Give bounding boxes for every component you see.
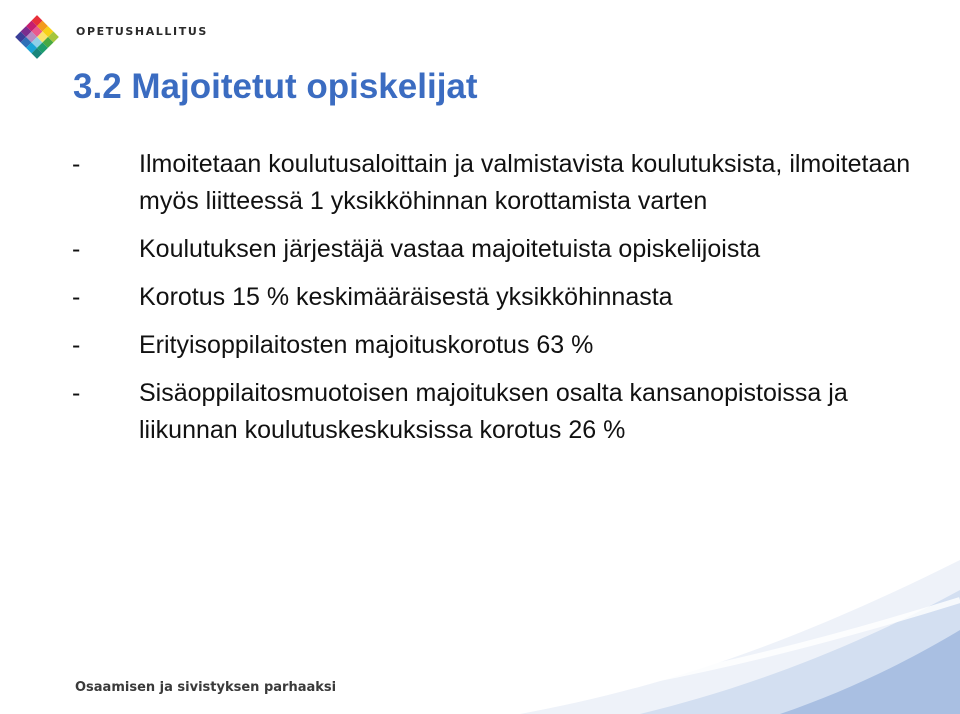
bullet-marker: -: [72, 283, 81, 311]
bullet-item: [72, 327, 932, 364]
bullet-item: [72, 231, 932, 268]
footer-slogan: Osaamisen ja sivistyksen parhaaksi: [75, 680, 337, 695]
bullet-text: Korotus 15 % keskimääräisestä yksikköhinnasta: [139, 283, 673, 311]
bullet-item: [72, 146, 932, 220]
bullet-marker: -: [72, 331, 81, 359]
bullet-marker: -: [72, 379, 81, 407]
opetushallitus-logo: [8, 8, 66, 66]
slide-title: 3.2 Majoitetut opiskelijat: [73, 67, 478, 106]
bullet-item: [72, 279, 932, 316]
bullet-text: Koulutuksen järjestäjä vastaa majoitetuista opiskelijoista: [139, 235, 761, 263]
bullet-marker: -: [72, 150, 81, 178]
bullet-list: [72, 146, 932, 460]
bullet-item: [72, 375, 932, 449]
brand-name: OPETUSHALLITUS: [76, 25, 208, 38]
bullet-marker: -: [72, 235, 81, 263]
bullet-text: Erityisoppilaitosten majoituskorotus 63 %: [139, 331, 594, 359]
bullet-text: Sisäoppilaitosmuotoisen majoituksen osalta kansanopistoissa ja liikunnan koulutuskeskuksissa korotus 26 %: [139, 379, 848, 444]
bullet-text: Ilmoitetaan koulutusaloittain ja valmistavista koulutuksista, ilmoitetaan myös liitteessä 1 yksikköhinnan korottamista varten: [139, 150, 911, 215]
